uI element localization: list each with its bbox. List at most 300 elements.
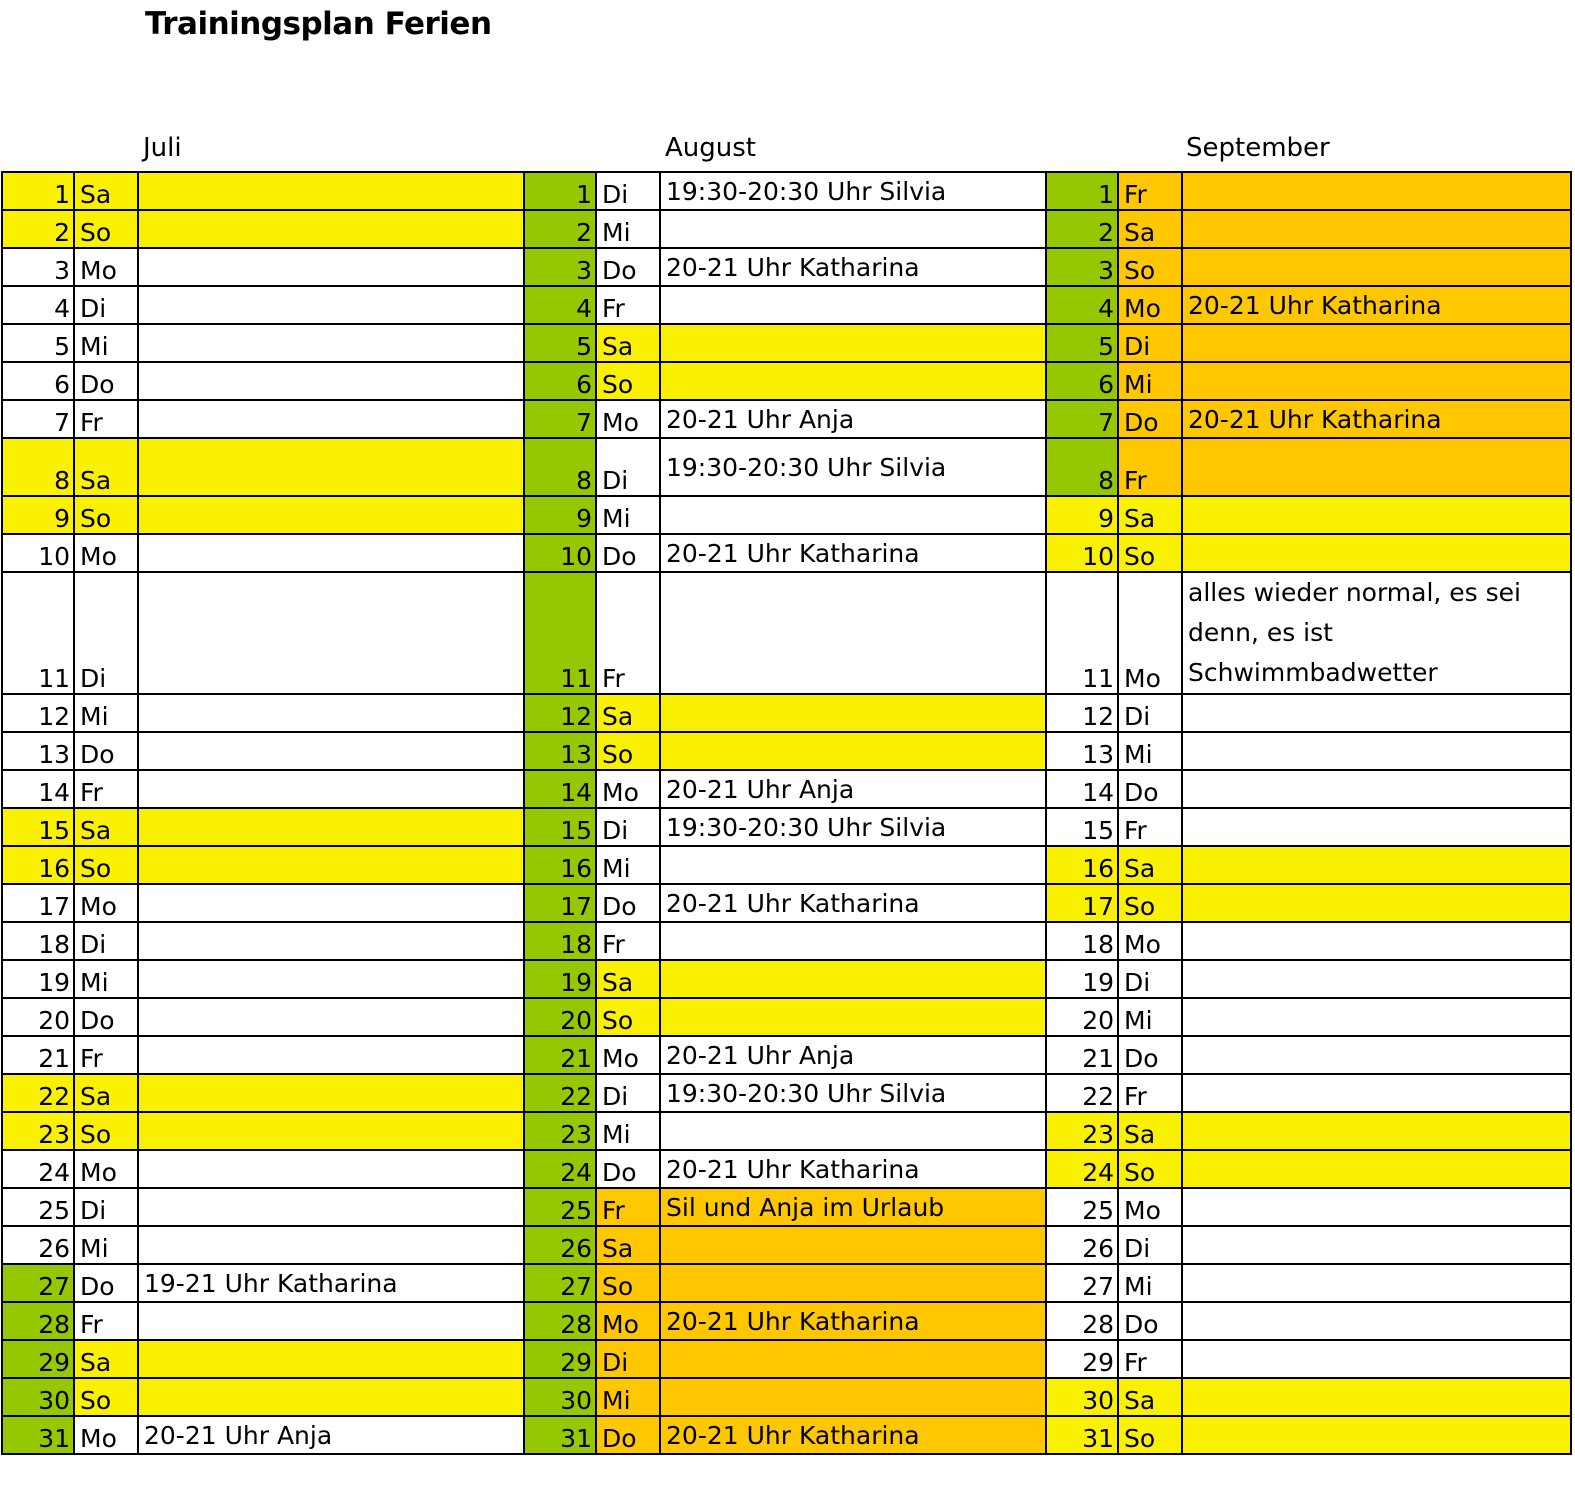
note-cell bbox=[1182, 1226, 1571, 1264]
weekday: Do bbox=[1118, 770, 1182, 808]
table-row bbox=[2, 998, 1571, 1036]
note-cell: 19:30-20:30 Uhr Silvia bbox=[660, 438, 1046, 496]
weekday: Mi bbox=[596, 1378, 660, 1416]
note-cell bbox=[138, 286, 524, 324]
day-number: 23 bbox=[1046, 1112, 1118, 1150]
day-number: 29 bbox=[1046, 1340, 1118, 1378]
weekday: So bbox=[1118, 534, 1182, 572]
note-cell bbox=[660, 1112, 1046, 1150]
day-number: 17 bbox=[2, 884, 74, 922]
note-cell: 19:30-20:30 Uhr Silvia bbox=[660, 808, 1046, 846]
table-row bbox=[2, 694, 1571, 732]
weekday: So bbox=[1118, 1150, 1182, 1188]
day-number: 20 bbox=[524, 998, 596, 1036]
weekday: So bbox=[74, 210, 138, 248]
table-row bbox=[2, 362, 1571, 400]
note-cell: 20-21 Uhr Katharina bbox=[1182, 400, 1571, 438]
note-cell bbox=[1182, 808, 1571, 846]
note-cell bbox=[1182, 1150, 1571, 1188]
note-cell: 20-21 Uhr Katharina bbox=[1182, 286, 1571, 324]
weekday: Fr bbox=[596, 922, 660, 960]
day-number: 13 bbox=[524, 732, 596, 770]
table-row bbox=[2, 1264, 1571, 1302]
day-number: 14 bbox=[524, 770, 596, 808]
table-row bbox=[2, 1378, 1571, 1416]
note-cell bbox=[138, 770, 524, 808]
day-number: 24 bbox=[1046, 1150, 1118, 1188]
day-number: 28 bbox=[1046, 1302, 1118, 1340]
day-number: 15 bbox=[524, 808, 596, 846]
day-number: 27 bbox=[1046, 1264, 1118, 1302]
weekday: So bbox=[596, 732, 660, 770]
day-number: 6 bbox=[2, 362, 74, 400]
table-row bbox=[2, 286, 1571, 324]
day-number: 26 bbox=[2, 1226, 74, 1264]
note-cell bbox=[1182, 534, 1571, 572]
day-number: 2 bbox=[1046, 210, 1118, 248]
note-cell bbox=[660, 1264, 1046, 1302]
table-row bbox=[2, 732, 1571, 770]
weekday: Mo bbox=[596, 1302, 660, 1340]
note-cell bbox=[660, 362, 1046, 400]
day-number: 13 bbox=[1046, 732, 1118, 770]
note-cell: 20-21 Uhr Anja bbox=[138, 1416, 524, 1454]
note-cell bbox=[1182, 1378, 1571, 1416]
day-number: 21 bbox=[1046, 1036, 1118, 1074]
day-number: 26 bbox=[1046, 1226, 1118, 1264]
weekday: Sa bbox=[596, 1226, 660, 1264]
day-number: 15 bbox=[2, 808, 74, 846]
note-cell bbox=[660, 922, 1046, 960]
note-cell bbox=[660, 1340, 1046, 1378]
table-row bbox=[2, 534, 1571, 572]
table-row bbox=[2, 808, 1571, 846]
note-cell bbox=[660, 998, 1046, 1036]
note-cell bbox=[138, 846, 524, 884]
weekday: Fr bbox=[1118, 172, 1182, 210]
day-number: 30 bbox=[1046, 1378, 1118, 1416]
day-number: 7 bbox=[1046, 400, 1118, 438]
note-cell: alles wieder normal, es sei denn, es ist Schwimmbadwetter bbox=[1182, 572, 1571, 694]
weekday: Mo bbox=[1118, 1188, 1182, 1226]
note-cell bbox=[1182, 922, 1571, 960]
weekday: Sa bbox=[1118, 1112, 1182, 1150]
day-number: 27 bbox=[2, 1264, 74, 1302]
weekday: So bbox=[596, 998, 660, 1036]
note-cell: 20-21 Uhr Katharina bbox=[660, 1302, 1046, 1340]
weekday: Fr bbox=[596, 286, 660, 324]
day-number: 3 bbox=[2, 248, 74, 286]
day-number: 25 bbox=[2, 1188, 74, 1226]
note-cell bbox=[1182, 210, 1571, 248]
note-cell: 20-21 Uhr Anja bbox=[660, 400, 1046, 438]
weekday: Fr bbox=[1118, 438, 1182, 496]
weekday: Fr bbox=[74, 400, 138, 438]
note-cell bbox=[1182, 1036, 1571, 1074]
weekday: Di bbox=[596, 438, 660, 496]
table-row bbox=[2, 248, 1571, 286]
weekday: Do bbox=[74, 732, 138, 770]
weekday: Mi bbox=[74, 960, 138, 998]
note-cell: 20-21 Uhr Katharina bbox=[660, 884, 1046, 922]
note-cell bbox=[138, 1378, 524, 1416]
day-number: 10 bbox=[1046, 534, 1118, 572]
weekday: Sa bbox=[74, 438, 138, 496]
day-number: 22 bbox=[2, 1074, 74, 1112]
day-number: 13 bbox=[2, 732, 74, 770]
day-number: 14 bbox=[2, 770, 74, 808]
weekday: Do bbox=[1118, 1036, 1182, 1074]
weekday: Mi bbox=[74, 694, 138, 732]
note-cell bbox=[138, 1074, 524, 1112]
day-number: 12 bbox=[1046, 694, 1118, 732]
table-row bbox=[2, 1150, 1571, 1188]
table-row bbox=[2, 438, 1571, 496]
note-cell bbox=[660, 572, 1046, 694]
weekday: Mi bbox=[1118, 362, 1182, 400]
day-number: 8 bbox=[524, 438, 596, 496]
note-cell bbox=[138, 998, 524, 1036]
day-number: 4 bbox=[2, 286, 74, 324]
note-cell bbox=[660, 210, 1046, 248]
table-row bbox=[2, 1416, 1571, 1454]
day-number: 8 bbox=[1046, 438, 1118, 496]
note-cell bbox=[1182, 496, 1571, 534]
note-cell bbox=[138, 1340, 524, 1378]
weekday: Do bbox=[596, 248, 660, 286]
note-cell bbox=[138, 1036, 524, 1074]
weekday: Di bbox=[1118, 1226, 1182, 1264]
note-cell bbox=[660, 694, 1046, 732]
day-number: 5 bbox=[524, 324, 596, 362]
day-number: 18 bbox=[524, 922, 596, 960]
day-number: 17 bbox=[1046, 884, 1118, 922]
note-cell bbox=[138, 496, 524, 534]
note-cell bbox=[138, 438, 524, 496]
day-number: 22 bbox=[524, 1074, 596, 1112]
note-cell bbox=[1182, 960, 1571, 998]
note-cell: 19:30-20:30 Uhr Silvia bbox=[660, 172, 1046, 210]
weekday: Do bbox=[596, 884, 660, 922]
day-number: 24 bbox=[2, 1150, 74, 1188]
weekday: Sa bbox=[74, 1074, 138, 1112]
table-row bbox=[2, 324, 1571, 362]
table-row bbox=[2, 1112, 1571, 1150]
table-row bbox=[2, 884, 1571, 922]
day-number: 1 bbox=[1046, 172, 1118, 210]
day-number: 16 bbox=[524, 846, 596, 884]
weekday: Di bbox=[596, 1340, 660, 1378]
day-number: 9 bbox=[1046, 496, 1118, 534]
weekday: Mo bbox=[1118, 286, 1182, 324]
day-number: 30 bbox=[2, 1378, 74, 1416]
day-number: 26 bbox=[524, 1226, 596, 1264]
weekday: Mo bbox=[74, 534, 138, 572]
weekday: So bbox=[1118, 884, 1182, 922]
day-number: 11 bbox=[2, 572, 74, 694]
weekday: So bbox=[1118, 1416, 1182, 1454]
note-cell bbox=[138, 884, 524, 922]
day-number: 20 bbox=[2, 998, 74, 1036]
weekday: Fr bbox=[74, 1036, 138, 1074]
table-row bbox=[2, 1226, 1571, 1264]
table-row bbox=[2, 400, 1571, 438]
weekday: Di bbox=[596, 808, 660, 846]
day-number: 27 bbox=[524, 1264, 596, 1302]
note-cell: 20-21 Uhr Anja bbox=[660, 1036, 1046, 1074]
weekday: Di bbox=[596, 172, 660, 210]
note-cell bbox=[138, 572, 524, 694]
day-number: 31 bbox=[2, 1416, 74, 1454]
weekday: Fr bbox=[1118, 1340, 1182, 1378]
note-cell bbox=[138, 534, 524, 572]
day-number: 21 bbox=[524, 1036, 596, 1074]
note-cell bbox=[1182, 732, 1571, 770]
day-number: 8 bbox=[2, 438, 74, 496]
day-number: 25 bbox=[524, 1188, 596, 1226]
table-row bbox=[2, 1074, 1571, 1112]
note-cell bbox=[1182, 998, 1571, 1036]
weekday: Mo bbox=[74, 1150, 138, 1188]
weekday: Di bbox=[74, 286, 138, 324]
weekday: Sa bbox=[1118, 846, 1182, 884]
note-cell bbox=[1182, 770, 1571, 808]
note-cell: 20-21 Uhr Katharina bbox=[660, 534, 1046, 572]
day-number: 16 bbox=[1046, 846, 1118, 884]
note-cell bbox=[1182, 884, 1571, 922]
weekday: Mo bbox=[1118, 922, 1182, 960]
note-cell bbox=[138, 210, 524, 248]
day-number: 31 bbox=[1046, 1416, 1118, 1454]
day-number: 24 bbox=[524, 1150, 596, 1188]
note-cell bbox=[138, 732, 524, 770]
weekday: Fr bbox=[1118, 1074, 1182, 1112]
day-number: 3 bbox=[524, 248, 596, 286]
note-cell: Sil und Anja im Urlaub bbox=[660, 1188, 1046, 1226]
day-number: 10 bbox=[2, 534, 74, 572]
note-cell bbox=[660, 286, 1046, 324]
day-number: 19 bbox=[524, 960, 596, 998]
day-number: 5 bbox=[1046, 324, 1118, 362]
note-cell: 20-21 Uhr Katharina bbox=[660, 248, 1046, 286]
weekday: Mi bbox=[1118, 732, 1182, 770]
schedule-table bbox=[1, 171, 1572, 1455]
month-header-september: September bbox=[1186, 133, 1330, 163]
weekday: Do bbox=[1118, 1302, 1182, 1340]
day-number: 9 bbox=[2, 496, 74, 534]
note-cell bbox=[138, 248, 524, 286]
weekday: So bbox=[1118, 248, 1182, 286]
weekday: Fr bbox=[74, 770, 138, 808]
note-cell bbox=[138, 922, 524, 960]
weekday: Mi bbox=[1118, 1264, 1182, 1302]
day-number: 10 bbox=[524, 534, 596, 572]
note-cell bbox=[138, 1302, 524, 1340]
day-number: 18 bbox=[2, 922, 74, 960]
note-cell bbox=[1182, 248, 1571, 286]
note-cell: 20-21 Uhr Anja bbox=[660, 770, 1046, 808]
table-row bbox=[2, 496, 1571, 534]
day-number: 7 bbox=[524, 400, 596, 438]
weekday: Mo bbox=[596, 400, 660, 438]
note-cell bbox=[1182, 1188, 1571, 1226]
note-cell bbox=[138, 1188, 524, 1226]
note-cell bbox=[660, 496, 1046, 534]
weekday: Fr bbox=[74, 1302, 138, 1340]
weekday: Di bbox=[1118, 694, 1182, 732]
weekday: Do bbox=[1118, 400, 1182, 438]
note-cell bbox=[1182, 172, 1571, 210]
weekday: Mo bbox=[596, 770, 660, 808]
day-number: 4 bbox=[1046, 286, 1118, 324]
weekday: Do bbox=[74, 1264, 138, 1302]
note-cell bbox=[138, 172, 524, 210]
weekday: Di bbox=[74, 572, 138, 694]
note-cell bbox=[660, 324, 1046, 362]
note-cell bbox=[660, 1378, 1046, 1416]
day-number: 1 bbox=[2, 172, 74, 210]
weekday: Sa bbox=[596, 960, 660, 998]
table-row bbox=[2, 1188, 1571, 1226]
weekday: Sa bbox=[596, 324, 660, 362]
day-number: 12 bbox=[524, 694, 596, 732]
day-number: 29 bbox=[2, 1340, 74, 1378]
table-row bbox=[2, 210, 1571, 248]
day-number: 11 bbox=[1046, 572, 1118, 694]
weekday: So bbox=[74, 846, 138, 884]
day-number: 6 bbox=[1046, 362, 1118, 400]
day-number: 9 bbox=[524, 496, 596, 534]
note-cell bbox=[138, 1226, 524, 1264]
note-cell bbox=[660, 846, 1046, 884]
weekday: Do bbox=[596, 534, 660, 572]
day-number: 7 bbox=[2, 400, 74, 438]
weekday: Sa bbox=[74, 808, 138, 846]
month-header-juli: Juli bbox=[143, 133, 182, 163]
note-cell bbox=[1182, 1074, 1571, 1112]
note-cell bbox=[1182, 846, 1571, 884]
weekday: Fr bbox=[596, 1188, 660, 1226]
weekday: Mo bbox=[74, 1416, 138, 1454]
day-number: 16 bbox=[2, 846, 74, 884]
day-number: 30 bbox=[524, 1378, 596, 1416]
day-number: 25 bbox=[1046, 1188, 1118, 1226]
weekday: Mi bbox=[596, 210, 660, 248]
note-cell bbox=[1182, 1112, 1571, 1150]
weekday: Sa bbox=[74, 1340, 138, 1378]
day-number: 22 bbox=[1046, 1074, 1118, 1112]
day-number: 28 bbox=[2, 1302, 74, 1340]
weekday: So bbox=[74, 496, 138, 534]
note-cell bbox=[138, 694, 524, 732]
table-row bbox=[2, 572, 1571, 694]
weekday: Mo bbox=[1118, 572, 1182, 694]
day-number: 20 bbox=[1046, 998, 1118, 1036]
table-row bbox=[2, 1340, 1571, 1378]
note-cell bbox=[1182, 1302, 1571, 1340]
day-number: 21 bbox=[2, 1036, 74, 1074]
day-number: 31 bbox=[524, 1416, 596, 1454]
weekday: Sa bbox=[596, 694, 660, 732]
day-number: 5 bbox=[2, 324, 74, 362]
day-number: 19 bbox=[2, 960, 74, 998]
day-number: 15 bbox=[1046, 808, 1118, 846]
note-cell bbox=[138, 324, 524, 362]
note-cell bbox=[138, 1150, 524, 1188]
note-cell bbox=[1182, 438, 1571, 496]
weekday: So bbox=[596, 362, 660, 400]
note-cell: 19-21 Uhr Katharina bbox=[138, 1264, 524, 1302]
table-row bbox=[2, 770, 1571, 808]
note-cell bbox=[660, 732, 1046, 770]
weekday: Sa bbox=[74, 172, 138, 210]
weekday: Mo bbox=[74, 884, 138, 922]
month-header-august: August bbox=[665, 133, 756, 163]
weekday: Fr bbox=[1118, 808, 1182, 846]
weekday: Fr bbox=[596, 572, 660, 694]
weekday: Mi bbox=[596, 846, 660, 884]
table-row bbox=[2, 960, 1571, 998]
weekday: Do bbox=[74, 998, 138, 1036]
note-cell bbox=[660, 1226, 1046, 1264]
weekday: Di bbox=[74, 922, 138, 960]
day-number: 23 bbox=[524, 1112, 596, 1150]
note-cell bbox=[138, 808, 524, 846]
day-number: 1 bbox=[524, 172, 596, 210]
note-cell: 19:30-20:30 Uhr Silvia bbox=[660, 1074, 1046, 1112]
weekday: Mo bbox=[596, 1036, 660, 1074]
weekday: Mi bbox=[1118, 998, 1182, 1036]
weekday: Di bbox=[596, 1074, 660, 1112]
day-number: 3 bbox=[1046, 248, 1118, 286]
day-number: 6 bbox=[524, 362, 596, 400]
note-cell: 20-21 Uhr Katharina bbox=[660, 1416, 1046, 1454]
day-number: 17 bbox=[524, 884, 596, 922]
note-cell bbox=[1182, 324, 1571, 362]
note-cell bbox=[138, 960, 524, 998]
day-number: 14 bbox=[1046, 770, 1118, 808]
note-cell bbox=[138, 1112, 524, 1150]
weekday: Mo bbox=[74, 248, 138, 286]
weekday: Do bbox=[596, 1416, 660, 1454]
day-number: 23 bbox=[2, 1112, 74, 1150]
note-cell bbox=[1182, 362, 1571, 400]
weekday: Do bbox=[596, 1150, 660, 1188]
weekday: Mi bbox=[596, 496, 660, 534]
note-cell: 20-21 Uhr Katharina bbox=[660, 1150, 1046, 1188]
day-number: 2 bbox=[524, 210, 596, 248]
weekday: Di bbox=[74, 1188, 138, 1226]
day-number: 28 bbox=[524, 1302, 596, 1340]
page-title: Trainingsplan Ferien bbox=[145, 6, 492, 42]
note-cell bbox=[660, 960, 1046, 998]
day-number: 29 bbox=[524, 1340, 596, 1378]
day-number: 4 bbox=[524, 286, 596, 324]
table-row bbox=[2, 172, 1571, 210]
note-cell bbox=[1182, 1340, 1571, 1378]
day-number: 18 bbox=[1046, 922, 1118, 960]
day-number: 12 bbox=[2, 694, 74, 732]
weekday: Do bbox=[74, 362, 138, 400]
weekday: Di bbox=[1118, 960, 1182, 998]
weekday: So bbox=[74, 1112, 138, 1150]
weekday: Sa bbox=[1118, 1378, 1182, 1416]
table-row bbox=[2, 922, 1571, 960]
note-cell bbox=[1182, 1416, 1571, 1454]
day-number: 11 bbox=[524, 572, 596, 694]
table-row bbox=[2, 846, 1571, 884]
weekday: Mi bbox=[596, 1112, 660, 1150]
